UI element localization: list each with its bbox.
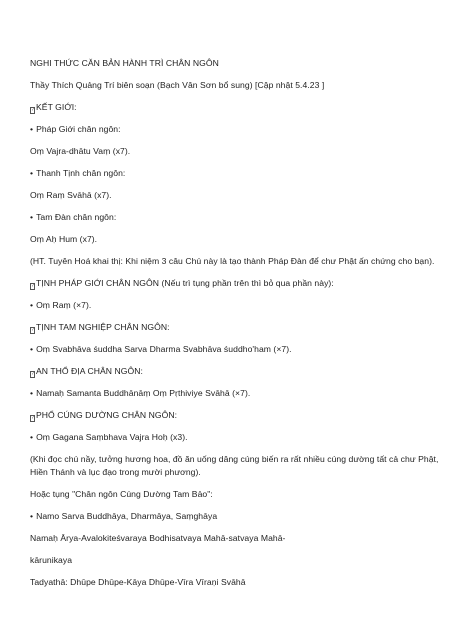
bullet-icon: • [30, 124, 34, 134]
section-heading-tinh-tam-nghiep [30, 321, 170, 334]
bullet-icon: • [30, 212, 34, 222]
heading-text: TỊNH PHÁP GIỚI CHÂN NGÔN (Nếu trì tụng phần trên thì bỏ qua phần này): [36, 278, 334, 288]
document-title: NGHI THỨC CĂN BẢN HÀNH TRÌ CHÂN NGÔN [30, 58, 219, 68]
list-item-label: Thanh Tịnh chân ngôn: [36, 168, 126, 178]
section-heading-tinh-phap-gioi [30, 277, 334, 290]
tam-bao-intro: Hoặc tụng "Chân ngôn Cúng Dường Tam Bảo": [30, 489, 213, 499]
heading-text: TỊNH TAM NGHIỆP CHÂN NGÔN: [36, 322, 170, 332]
tam-bao-line-4: Tadyathā: Dhūpe Dhūpe-Kāya Dhūpe-Vīra Vīraṇi Svāhā [30, 577, 246, 587]
note-pho-cung-duong-line-1: (Khi đọc chú nầy, tưởng hương hoa, đồ ăn uống dâng cúng biến ra rất nhiều cúng dường tất cả chư Phật, [30, 454, 439, 464]
mantra-text: Namaḥ Samanta Buddhānāṃ Oṃ Pṛthiviye Svāhā (×7). [36, 388, 251, 398]
list-item-thanh-tinh [30, 167, 125, 179]
list-item-an-tho-dia-mantra [30, 387, 250, 399]
tam-bao-line-2: Namaḥ Ārya-Avalokiteśvaraya Bodhisatvaya Mahā-satvaya Mahā- [30, 533, 286, 543]
tam-bao-line-3: kārunikaya [30, 555, 73, 565]
list-item-tam-dan [30, 211, 116, 223]
mantra-tam-dan: Oṃ Aḥ Hum (x7). [30, 234, 98, 244]
mantra-text: Oṃ Gagana Saṃbhava Vajra Hoḥ (x3). [36, 432, 188, 442]
list-item-label: Pháp Giới chân ngôn: [36, 124, 121, 134]
bullet-icon: • [30, 511, 34, 521]
list-item-label: Tam Đàn chân ngôn: [36, 212, 117, 222]
bullet-icon: • [30, 300, 34, 310]
missing-glyph-icon: ? [31, 106, 34, 113]
bullet-icon: • [30, 432, 34, 442]
list-item-tam-bao-line-1 [30, 510, 217, 522]
missing-glyph-icon: ? [31, 326, 34, 333]
list-item-pho-cung-duong-mantra [30, 431, 188, 443]
mantra-text: Oṃ Raṃ (×7). [36, 300, 92, 310]
heading-text: AN THỔ ĐỊA CHÂN NGÔN: [36, 366, 143, 376]
list-item-tinh-phap-gioi-mantra [30, 299, 91, 311]
bullet-icon: • [30, 344, 34, 354]
heading-text: KẾT GIỚI: [36, 102, 77, 112]
note-tuyen-hoa: (HT. Tuyên Hoá khai thị: Khi niệm 3 câu Chú này là tạo thành Pháp Đàn để chư Phật ấn chứng cho bạn). [30, 256, 435, 266]
mantra-text: Oṃ Svabhāva śuddha Sarva Dharma Svabhāva śuddho'ham (×7). [36, 344, 292, 354]
list-item-tinh-tam-nghiep-mantra [30, 343, 292, 355]
missing-glyph-icon: ? [31, 282, 34, 289]
mantra-text: Namo Sarva Buddhāya, Dharmāya, Saṃghāya [36, 511, 218, 521]
section-heading-an-tho-dia [30, 365, 143, 378]
heading-text: PHỔ CÚNG DƯỜNG CHÂN NGÔN: [36, 410, 178, 420]
missing-glyph-icon: ? [31, 414, 34, 421]
missing-glyph-icon: ? [31, 370, 34, 377]
note-pho-cung-duong-line-2: Hiền Thánh và lục đạo trong mười phương). [30, 467, 201, 477]
document-byline: Thầy Thích Quảng Trí biên soạn (Bạch Vân Sơn bổ sung) [Cập nhật 5.4.23 ] [30, 80, 325, 90]
mantra-phap-gioi: Oṃ Vajra-dhātu Vaṃ (x7). [30, 146, 131, 156]
mantra-thanh-tinh: Oṃ Raṃ Svāhā (x7). [30, 190, 112, 200]
section-heading-ket-gioi [30, 101, 77, 114]
bullet-icon: • [30, 388, 34, 398]
bullet-icon: • [30, 168, 34, 178]
section-heading-pho-cung-duong [30, 409, 177, 422]
list-item-phap-gioi [30, 123, 121, 135]
